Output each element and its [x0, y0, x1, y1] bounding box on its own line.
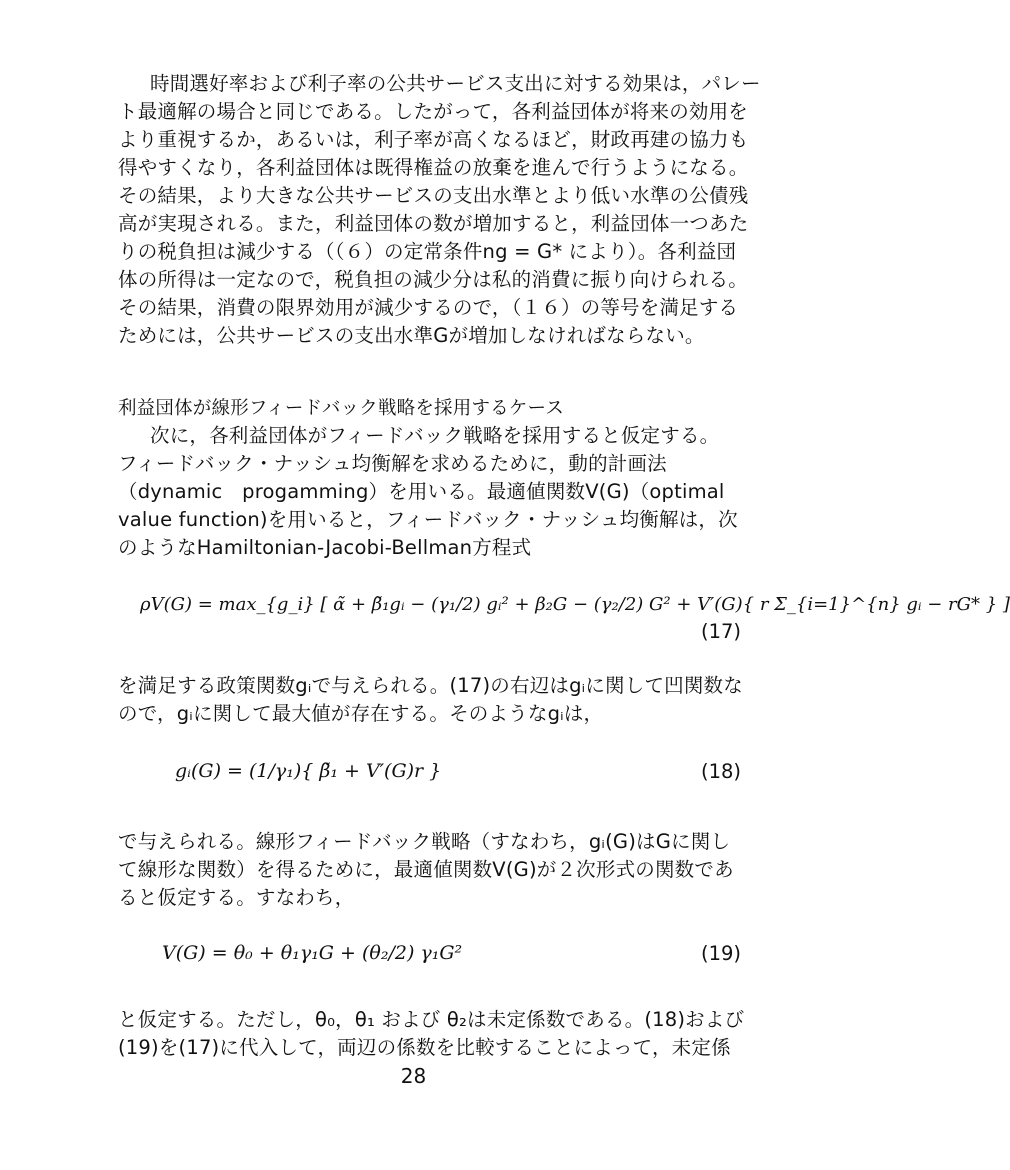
equation-19: V(G) = θ₀ + θ₁γ₁G + (θ₂/2) γ₁G² — [162, 942, 463, 964]
paragraph-1-line-4: 得やすくなり，各利益団体は既得権益の放棄を進んで行うようになる。 — [118, 156, 749, 179]
paragraph-1-line-9: その結果，消費の限界効用が減少するので，（１６）の等号を満足する — [118, 296, 739, 319]
equation-18-number: (18) — [700, 760, 741, 783]
paragraph-2-line-5: のようなHamiltonian-Jacobi-Bellman方程式 — [118, 536, 532, 559]
equation-19-number: (19) — [700, 942, 741, 965]
section-heading: 利益団体が線形フィードバック戦略を採用するケース — [118, 398, 565, 419]
paragraph-4-line-2: て線形な関数）を得るために，最適値関数V(G)が２次形式の関数であ — [118, 858, 734, 881]
paragraph-2-line-4: value function)を用いると，フィードバック・ナッシュ均衡解は，次 — [118, 508, 738, 531]
paragraph-2-line-2: フィードバック・ナッシュ均衡解を求めるために，動的計画法 — [118, 452, 667, 475]
paragraph-3-line-2: ので，gᵢに関して最大値が存在する。そのようなgᵢは， — [118, 702, 604, 725]
paragraph-1-line-5: その結果，より大きな公共サービスの支出水準とより低い水準の公債残 — [118, 184, 749, 207]
paragraph-4-line-1: で与えられる。線形フィードバック戦略（すなわち，gᵢ(G)はGに関し — [118, 830, 731, 853]
page-number: 28 — [400, 1064, 427, 1088]
paragraph-1-line-10: ためには，公共サービスの支出水準Gが増加しなければならない。 — [118, 324, 705, 347]
paragraph-1-line-7: りの税負担は減少する（（６）の定常条件ng = G* により）。各利益団 — [118, 240, 737, 263]
paragraph-3-line-1: を満足する政策関数gᵢで与えられる。(17)の右辺はgᵢに関して凹関数な — [118, 674, 743, 697]
equation-18: gᵢ(G) = (1/γ₁){ β̃₁ + V′(G)r } — [175, 760, 442, 782]
paragraph-5-line-2: (19)を(17)に代入して，両辺の係数を比較することによって，未定係 — [118, 1036, 731, 1059]
paragraph-5-line-1: と仮定する。ただし，θ₀，θ₁ および θ₂は未定係数である。(18)および — [118, 1008, 745, 1031]
paragraph-2-line-1: 次に，各利益団体がフィードバック戦略を採用すると仮定する。 — [150, 424, 720, 447]
equation-17-number: (17) — [700, 620, 741, 643]
equation-17: ρV(G) = max_{g_i} [ α̃ + β̃₁gᵢ − (γ₁/2) gᵢ² + β₂G − (γ₂/2) G² + V′(G){ r Σ_{i=1}^{n} gᵢ − rG* } ] — [140, 594, 1010, 615]
paragraph-1-line-3: より重視するか，あるいは，利子率が高くなるほど，財政再建の協力も — [118, 128, 749, 151]
paragraph-1-line-6: 高が実現される。また，利益団体の数が増加すると，利益団体一つあた — [118, 212, 749, 235]
paragraph-4-line-3: ると仮定する。すなわち， — [118, 886, 355, 909]
paragraph-1-line-8: 体の所得は一定なので，税負担の減少分は私的消費に振り向けられる。 — [118, 268, 749, 291]
paragraph-1-line-1: 時間選好率および利子率の公共サービス支出に対する効果は，パレー — [150, 72, 761, 95]
paragraph-2-line-3: （dynamic progamming）を用いる。最適値関数V(G)（optimal — [118, 480, 725, 503]
paragraph-1-line-2: ト最適解の場合と同じである。したがって，各利益団体が将来の効用を — [118, 100, 749, 123]
